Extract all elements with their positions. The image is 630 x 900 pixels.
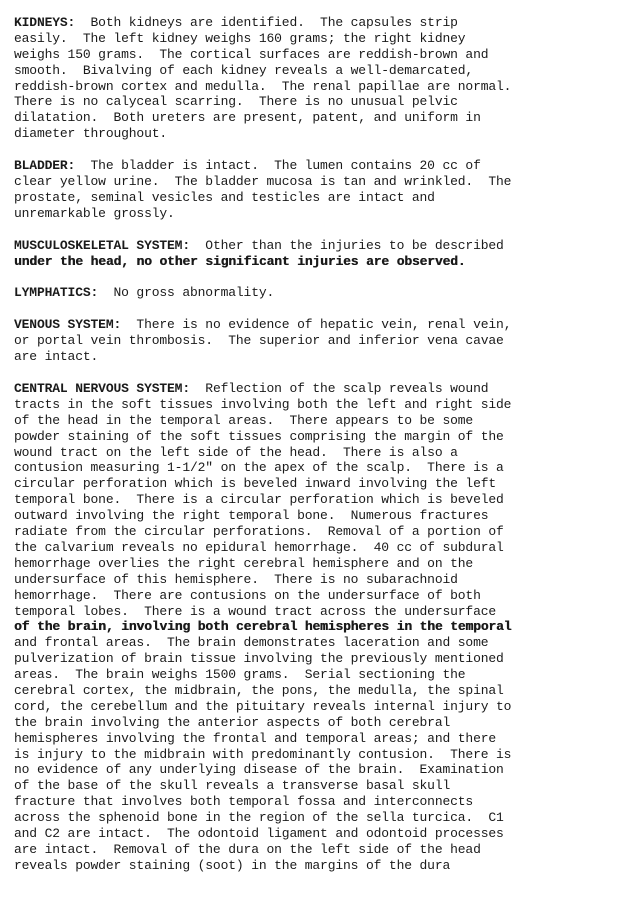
text-line: reddish-brown cortex and medulla. The renal papillae are normal. [14,78,512,94]
text-line: hemorrhage. There are contusions on the undersurface of both [14,587,481,603]
section-musculoskeletal [14,238,616,270]
text-line: of the brain, involving both cerebral hemispheres in the temporal [14,619,512,635]
text-line: cerebral cortex, the midbrain, the pons, the medulla, the spinal [14,682,504,698]
text-line: diameter throughout. [14,126,168,142]
text-line: are intact. [14,349,99,365]
text-line: the calvarium reveals no epidural hemorrhage. 40 cc of subdural [14,539,504,555]
text-line: across the sphenoid bone in the region of the sella turcica. C1 [14,810,504,826]
text-line: CENTRAL NERVOUS SYSTEM: Reflection of the scalp reveals wound [14,381,489,397]
text-line: MUSCULOSKELETAL SYSTEM: Other than the injuries to be described [14,237,504,253]
text-line: areas. The brain weighs 1500 grams. Serial sectioning the [14,667,466,683]
section-heading: CENTRAL NERVOUS SYSTEM: [14,381,190,397]
text-line: undersurface of this hemisphere. There is no subarachnoid [14,571,458,587]
section-heading: BLADDER: [14,158,76,174]
text-line: outward involving the right temporal bone. Numerous fractures [14,508,489,524]
text-line: and C2 are intact. The odontoid ligament and odontoid processes [14,825,504,841]
text-line: BLADDER: The bladder is intact. The lumen contains 20 cc of [14,158,481,174]
text-line: circular perforation which is beveled inward involving the left [14,476,497,492]
text-line: dilatation. Both ureters are present, patent, and uniform in [14,110,481,126]
text-line: are intact. Removal of the dura on the left side of the head [14,841,481,857]
text-line: weighs 150 grams. The cortical surfaces are reddish-brown and [14,46,489,62]
text-line: hemorrhage overlies the right cerebral hemisphere and on the [14,555,474,571]
text-line: easily. The left kidney weighs 160 grams; the right kidney [14,30,466,46]
text-line: unremarkable grossly. [14,205,175,221]
text-line: VENOUS SYSTEM: There is no evidence of hepatic vein, renal vein, [14,317,512,333]
text-line: hemispheres involving the frontal and temporal areas; and there [14,730,497,746]
text-line: temporal lobes. There is a wound tract across the undersurface [14,603,497,619]
text-line: or portal vein thrombosis. The superior and inferior vena cavae [14,333,504,349]
section-lymphatics [14,285,616,301]
text-line: KIDNEYS: Both kidneys are identified. The capsules strip [14,15,458,30]
text-line: clear yellow urine. The bladder mucosa is tan and wrinkled. The [14,174,512,190]
text-line: reveals powder staining (soot) in the margins of the dura [14,857,451,873]
text-line: under the head, no other significant injuries are observed. [14,253,466,269]
section-heading: VENOUS SYSTEM: [14,317,122,333]
text-line: LYMPHATICS: No gross abnormality. [14,285,275,301]
section-central-nervous-system [14,381,616,874]
text-line: the brain involving the anterior aspects of both cerebral [14,714,451,730]
text-line: tracts in the soft tissues involving both the left and right side [14,396,512,412]
section-heading: MUSCULOSKELETAL SYSTEM: [14,237,190,253]
section-kidneys [14,15,616,142]
text-line: radiate from the circular perforations. Removal of a portion of [14,524,504,540]
text-line: contusion measuring 1-1/2" on the apex of the scalp. There is a [14,460,504,476]
text-line: is injury to the midbrain with predominantly contusion. There is [14,746,512,762]
text-line: powder staining of the soft tissues comprising the margin of the [14,428,504,444]
text-line: and frontal areas. The brain demonstrates laceration and some [14,635,489,651]
text-line: smooth. Bivalving of each kidney reveals a well-demarcated, [14,62,474,78]
section-heading: KIDNEYS: [14,15,76,30]
text-line: wound tract on the left side of the head. There is also a [14,444,458,460]
section-heading: LYMPHATICS: [14,285,99,301]
text-line: fracture that involves both temporal fossa and interconnects [14,794,474,810]
section-venous-system [14,317,616,365]
text-line: of the base of the skull reveals a transverse basal skull [14,778,451,794]
text-line: prostate, seminal vesicles and testicles are intact and [14,189,435,205]
text-line: pulverization of brain tissue involving the previously mentioned [14,651,504,667]
text-line: temporal bone. There is a circular perforation which is beveled [14,492,504,508]
section-bladder [14,158,616,222]
text-line: of the head in the temporal areas. There appears to be some [14,412,474,428]
text-line: cord, the cerebellum and the pituitary reveals internal injury to [14,698,512,714]
text-line: no evidence of any underlying disease of the brain. Examination [14,762,504,778]
text-line: There is no calyceal scarring. There is no unusual pelvic [14,94,458,110]
